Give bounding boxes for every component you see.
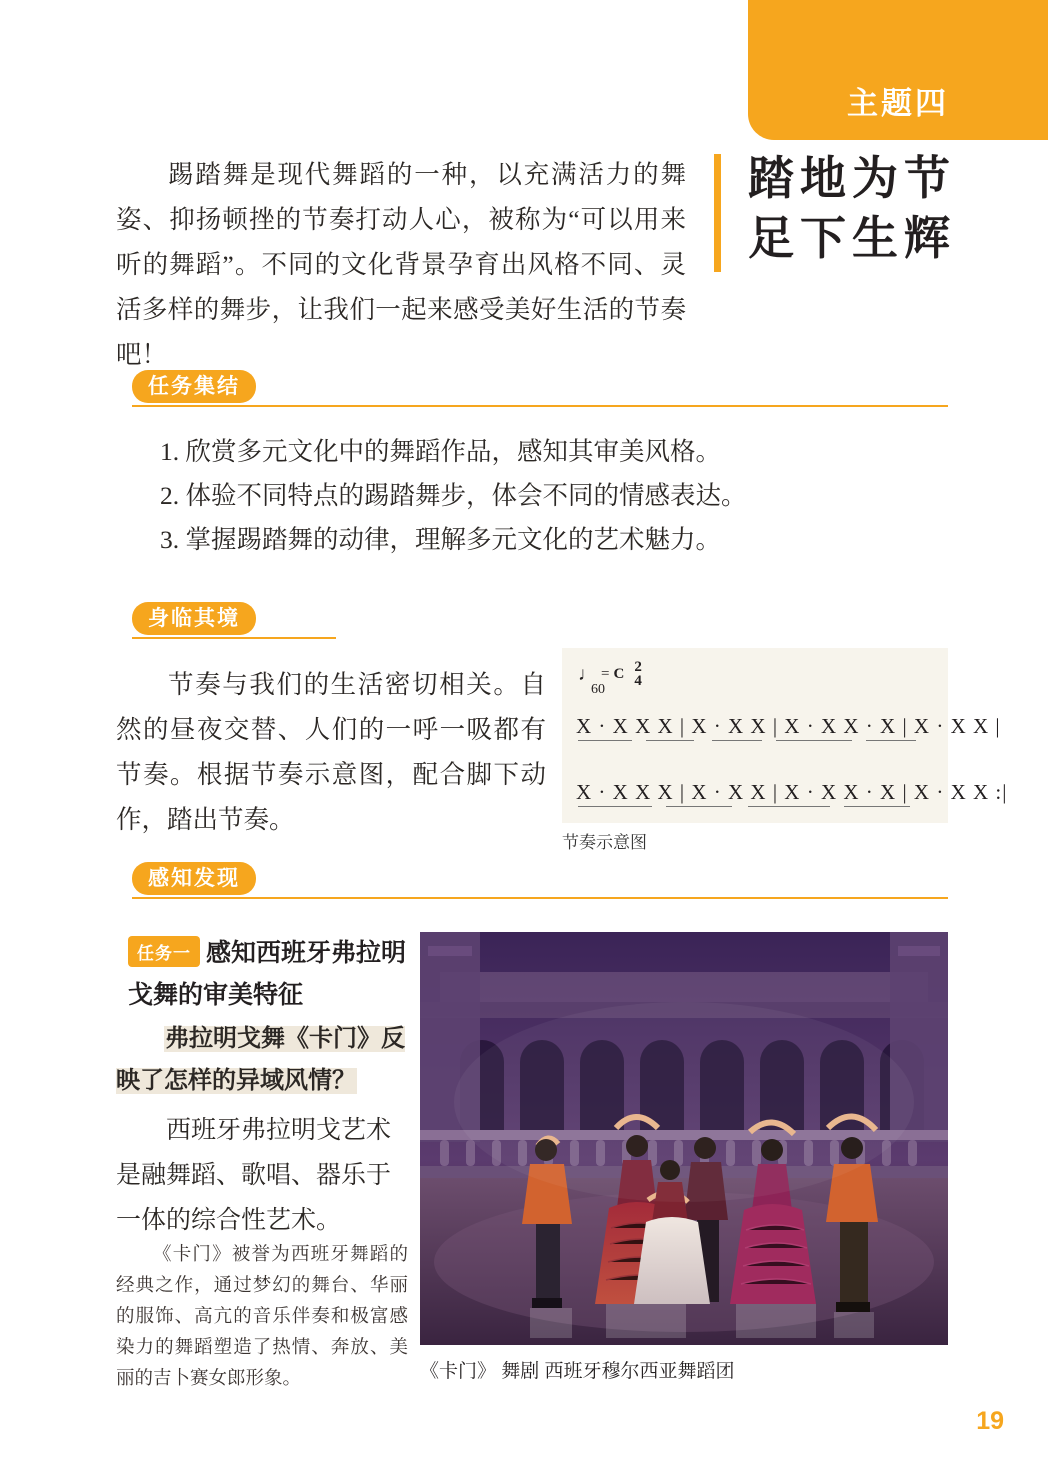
- theme-title: [712, 148, 1048, 268]
- quarter-note-icon: ♩: [578, 663, 597, 685]
- section-rule-tasks: [132, 405, 948, 407]
- section-tag-perceive: 感知发现: [132, 862, 256, 895]
- time-signature: [634, 660, 642, 688]
- section-rule-immersive: [132, 637, 336, 639]
- task-one-badge: 任务一: [128, 936, 200, 967]
- time-signature-bottom: 4: [634, 673, 642, 689]
- task-one-title-text: 感知西班牙弗拉明戈舞的审美特征: [128, 939, 407, 1009]
- section-tag-immersive: 身临其境: [132, 602, 256, 635]
- section-heading-perceive: [132, 862, 948, 898]
- theme-title-line-1: 踏地为节: [748, 152, 956, 204]
- theme-tab-label: 主题四: [847, 86, 949, 121]
- time-signature-top: 2: [634, 659, 642, 675]
- task-list: [160, 430, 940, 562]
- list-item-text: 掌握踢踏舞的动律，理解多元文化的艺术魅力。: [185, 525, 722, 554]
- list-item-text: 体验不同特点的踢踏舞步，体会不同的情感表达。: [185, 481, 747, 510]
- flamenco-performance-photo: [420, 932, 948, 1345]
- guiding-question: [116, 1018, 408, 1102]
- list-item-number: 2.: [160, 481, 180, 510]
- body-paragraph: 西班牙弗拉明戈艺术是融舞蹈、歌唱、器乐于一体的综合性艺术。: [116, 1117, 392, 1234]
- list-item-number: 3.: [160, 525, 180, 554]
- section-rule-perceive: [132, 897, 948, 899]
- list-item: [160, 518, 940, 562]
- rhythm-diagram: [562, 648, 1008, 823]
- page-number: 19: [976, 1407, 1004, 1435]
- section-heading-tasks: [132, 370, 948, 406]
- tempo-equals: =: [601, 665, 610, 682]
- photo-caption: 《卡门》 舞剧 西班牙穆尔西亚舞蹈团: [420, 1361, 735, 1382]
- list-item-text: 欣赏多元文化中的舞蹈作品，感知其审美风格。: [185, 437, 722, 466]
- section-heading-immersive: [132, 602, 948, 638]
- side-note-paragraph: 《卡门》被誉为西班牙舞蹈的经典之作，通过梦幻的舞台、华丽的服饰、高亢的音乐伴奏和极富感染力的舞蹈塑造了热情、奔放、美丽的吉卜赛女郎形象。: [116, 1245, 408, 1389]
- list-item-number: 1.: [160, 437, 180, 466]
- list-item: [160, 430, 940, 474]
- tempo-value: 60: [591, 682, 605, 697]
- immersive-paragraph: 节奏与我们的生活密切相关。自然的昼夜交替、人们的一呼一吸都有节奏。根据节奏示意图，配合脚下动作，踏出节奏。: [116, 670, 546, 834]
- theme-title-accent-bar: [714, 154, 721, 272]
- rhythm-line-1: X · X X X | X · X X | X · X X · X | X · X X |: [576, 714, 1001, 738]
- theme-title-line-2: 足下生辉: [748, 212, 956, 264]
- task-one-badge-wrap: [128, 932, 208, 962]
- guiding-question-text: 弗拉明戈舞《卡门》反映了怎样的异域风情？: [116, 1026, 405, 1094]
- list-item: [160, 474, 940, 518]
- rhythm-diagram-caption: 节奏示意图: [562, 833, 647, 852]
- intro-paragraph: 踢踏舞是现代舞蹈的一种，以充满活力的舞姿、抑扬顿挫的节奏打动人心，被称为“可以用来听的舞蹈”。不同的文化背景孕育出风格不同、灵活多样的舞步，让我们一起来感受美好生活的节奏吧！: [116, 160, 686, 369]
- theme-tab: [748, 0, 1048, 140]
- tempo-marking: ♩ = C 2 4 60: [578, 659, 642, 697]
- rhythm-line-2: X · X X X | X · X X | X · X X · X | X · X X :|: [576, 780, 1008, 804]
- section-tag-tasks: 任务集结: [132, 370, 256, 403]
